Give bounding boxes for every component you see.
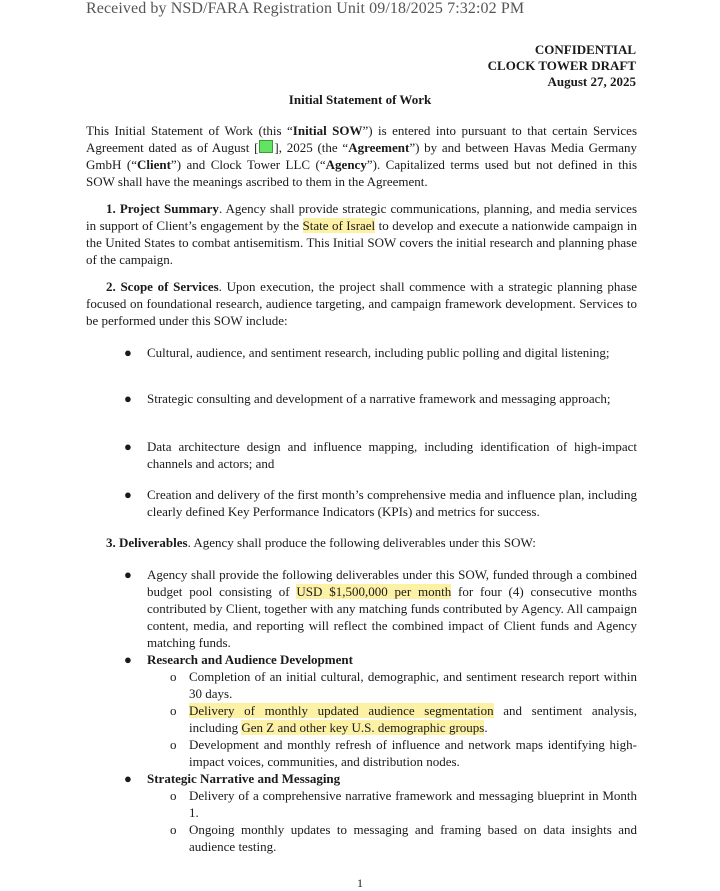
section-heading: Scope of Services [120, 279, 219, 294]
highlighted-text: Gen Z and other key U.S. demographic groups [241, 720, 485, 735]
document-header [488, 42, 636, 90]
section-heading: Project Summary [119, 201, 219, 216]
section-deliverables: 3. Deliverables. Agency shall produce the following deliverables under this SOW: [106, 535, 536, 550]
section-project-summary: 1. Project Summary. Agency shall provide strategic communications, planning, and media services in support of Client’s engagement by the State of Israel to develop and execute a nationwide campaign in the United States to combat antisemitism. This Initial SOW covers the initial research and planning phase of the campaign. [86, 201, 638, 267]
section-scope-of-services: 2. Scope of Services. Upon execution, the project shall commence with a strategic planning phase focused on foundational research, audience targeting, and campaign framework development. Services to be performed under this SOW include: [86, 279, 638, 328]
draft-date: August 27, 2025 [547, 74, 636, 89]
sub-list-item: o Development and monthly refresh of influence and network maps identifying high-impact voices, communities, and distribution nodes. [170, 737, 637, 769]
list-item: ● Data architecture design and influence mapping, including identification of high-impact channels and actors; and [124, 439, 637, 471]
section-number: 1. [106, 201, 116, 216]
list-item: ● Strategic consulting and development of a narrative framework and messaging approach; [124, 391, 611, 406]
draft-label: CLOCK TOWER DRAFT [487, 58, 636, 73]
sub-list-item: o Ongoing monthly updates to messaging and framing based on data insights and audience testing. [170, 822, 637, 854]
scope-bullet-list [86, 344, 637, 361]
list-item: ● Research and Audience Development o Completion of an initial cultural, demographic, and sentiment research report within 30 days. o Delivery of monthly updated audience segmentation and sentiment analysis, including Gen Z and other key U.S. demographic groups. o Development and monthly refresh of influence and network maps identifying high-impact voices, communities, and distribution nodes. [86, 651, 637, 770]
highlighted-text: USD $1,500,000 per month [296, 584, 452, 599]
sub-list-item: o Delivery of monthly updated audience segmentation and sentiment analysis, including Gen Z and other key U.S. demographic groups. [170, 703, 637, 735]
sub-list-item: o Completion of an initial cultural, demographic, and sentiment research report within 30 days. [170, 669, 637, 701]
deliverables-list [86, 566, 637, 855]
sub-list-item: o Delivery of a comprehensive narrative framework and messaging blueprint in Month 1. [170, 788, 637, 820]
section-number: 2. [106, 279, 116, 294]
highlighted-text: Delivery of monthly updated audience segmentation [189, 703, 494, 718]
section-heading: Deliverables [119, 535, 188, 550]
list-item: ● Agency shall provide the following deliverables under this SOW, funded through a combined budget pool consisting of USD $1,500,000 per month for four (4) consecutive months contributed by Client, together with any matching funds contributed by Agency. All campaign content, media, and reporting will reflect the combined impact of Client funds and Agency matching funds. [124, 567, 637, 650]
list-item: ● Strategic Narrative and Messaging o Delivery of a comprehensive narrative framework and messaging blueprint in Month 1. o Ongoing monthly updates to messaging and framing based on data insights and audience testing. [86, 770, 637, 855]
confidential-label: CONFIDENTIAL [534, 42, 636, 57]
intro-paragraph: This Initial Statement of Work (this “Initial SOW”) is entered into pursuant to that certain Services Agreement dated as of August [ ], 2025 (the “Agreement”) by and between Havas Media Germany GmbH (“Client”) and Clock Tower LLC (“Agency”). Capitalized terms used but not defined in this SOW shall have the meanings ascribed to them in the Agreement. [86, 123, 638, 189]
highlighted-text: State of Israel [302, 218, 376, 233]
redacted-date-blank [259, 140, 273, 153]
list-item: ● Creation and delivery of the first month’s comprehensive media and influence plan, including clearly defined Key Performance Indicators (KPIs) and metrics for success. [124, 487, 637, 519]
fara-received-stamp: Received by NSD/FARA Registration Unit 09/18/2025 7:32:02 PM [86, 0, 525, 17]
list-item: ● Cultural, audience, and sentiment research, including public polling and digital listening; [124, 345, 610, 360]
section-number: 3. [106, 535, 116, 550]
page-number: 1 [357, 876, 363, 890]
document-title: Initial Statement of Work [288, 92, 432, 107]
